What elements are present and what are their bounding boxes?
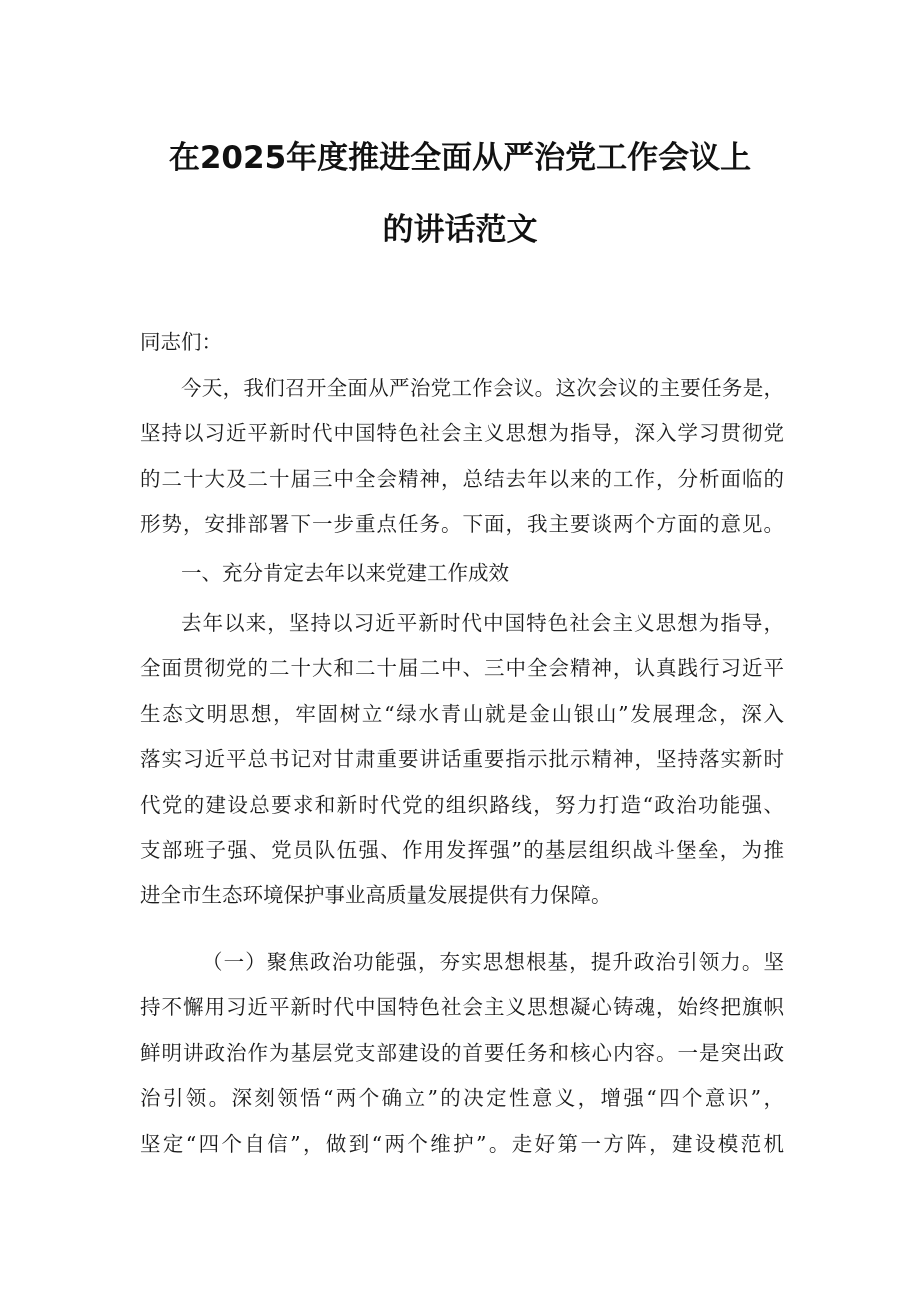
paragraph-line: 形势，安排部署下一步重点任务。下面，我主要谈两个方面的意见。 (140, 512, 784, 537)
paragraph-line: （一）聚焦政治功能强，夯实思想根基，提升政治引领力。坚 (202, 950, 784, 974)
paragraph-line: 代党的建设总要求和新时代党的组织路线，努力打造“政治功能强、 (140, 792, 784, 817)
document-title-line-2: 的讲话范文 (382, 212, 538, 248)
paragraph-line: 坚持以习近平新时代中国特色社会主义思想为指导，深入学习贯彻党 (140, 421, 784, 446)
paragraph-line: 的二十大及二十届三中全会精神，总结去年以来的工作，分析面临的 (140, 466, 784, 491)
paragraph-line: 持不懈用习近平新时代中国特色社会主义思想凝心铸魂，始终把旗帜 (140, 995, 784, 1020)
paragraph-line: 去年以来，坚持以习近平新时代中国特色社会主义思想为指导， (181, 611, 784, 635)
paragraph-line: 进全市生态环境保护事业高质量发展提供有力保障。 (140, 883, 612, 908)
paragraph-line: 治引领。深刻领悟“两个确立”的决定性意义，增强“四个意识”， (140, 1086, 784, 1111)
document-title-line-1: 在2025年度推进全面从严治党工作会议上 (168, 140, 752, 176)
paragraph-line: 生态文明思想，牢固树立“绿水青山就是金山银山”发展理念，深入 (140, 701, 784, 726)
paragraph-line: 落实习近平总书记对甘肃重要讲话重要指示批示精神，坚持落实新时 (140, 747, 784, 772)
paragraph-line: 支部班子强、党员队伍强、作用发挥强”的基层组织战斗堡垒，为推 (140, 837, 784, 862)
paragraph-political-function (140, 940, 784, 1167)
paragraph-line: 坚定“四个自信”，做到“两个维护”。走好第一方阵，建设模范机 (140, 1131, 784, 1156)
paragraph-opening (140, 366, 784, 548)
paragraph-line: 鲜明讲政治作为基层党支部建设的首要任务和核心内容。一是突出政 (140, 1040, 784, 1065)
salutation (140, 320, 784, 365)
section-heading-1: 一、充分肯定去年以来党建工作成效 (181, 561, 509, 585)
paragraph-line: 全面贯彻党的二十大和二十届二中、三中全会精神，认真践行习近平 (140, 656, 784, 681)
paragraph-achievements (140, 601, 784, 919)
paragraph-line: 今天，我们召开全面从严治党工作会议。这次会议的主要任务是， (181, 376, 784, 400)
salutation-text: 同志们： (140, 330, 222, 354)
